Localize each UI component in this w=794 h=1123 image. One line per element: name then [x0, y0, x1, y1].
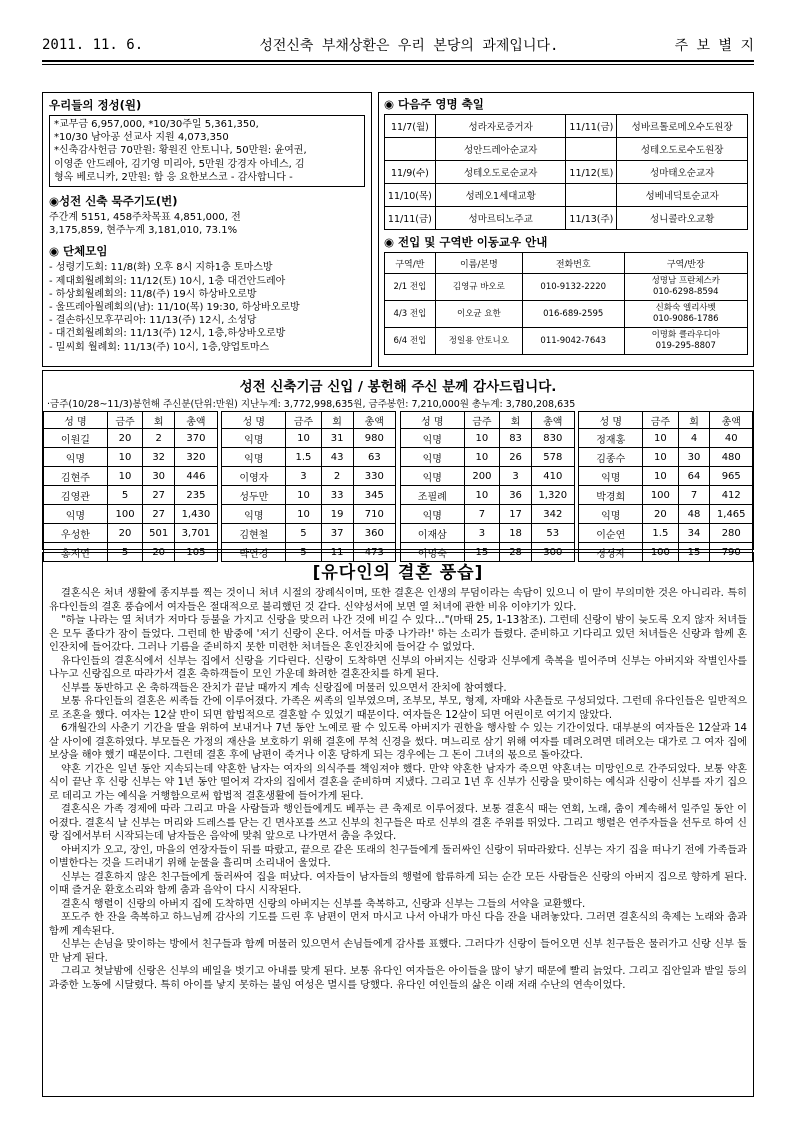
donor-week: 10 — [107, 467, 142, 486]
nameday-date: 11/9(수) — [385, 161, 436, 184]
donor-total: 965 — [710, 467, 753, 486]
donor-week: 10 — [643, 429, 678, 448]
donor-count: 43 — [321, 448, 353, 467]
transfer-leader-name: 신화숙 엘리사벳 — [655, 303, 716, 313]
donor-name: 이영자 — [222, 467, 286, 486]
donor-name: 김종수 — [579, 448, 643, 467]
donor-count: 37 — [321, 524, 353, 543]
donor-count: 64 — [678, 467, 710, 486]
donor-header: 회 — [678, 412, 710, 429]
meetings-list — [49, 261, 365, 353]
donor-header: 총액 — [353, 412, 396, 429]
transfer-phone: 016-689-2595 — [522, 301, 624, 328]
transfer-area: 4/3 전입 — [385, 301, 436, 328]
meeting-item: - 대건회월례회의: 11/13(주) 12시, 1층,하상바오로방 — [49, 328, 286, 340]
essay-body — [49, 587, 747, 992]
nameday-saint: 성마르티노주교 — [435, 207, 566, 230]
essay-paragraph: 결혼식은 가족 경제에 따라 그리고 마을 사람들과 행인들에게도 베푸는 큰 축제로 이루어졌다. 보통 결혼식 때는 연회, 노래, 춤이 계속해서 일주일 동안 이어졌다. 결혼식 날 신부는 머리와 드레스를 닫는 긴 면사포를 쓰고 신부의 친구들은 따로 신부의 결혼 주위를 뛰었다. 그리고 행렬은 연주자들을 선두로 하여 신랑 집에서부터 시작되는데 남자들은 음악에 맞춰 앞으로 나가면서 춤을 추었다. — [49, 804, 747, 842]
donor-count: 83 — [500, 429, 532, 448]
offerings-box — [49, 115, 365, 187]
donor-week: 3 — [464, 524, 499, 543]
nameday-saint: 성레오1세대교황 — [435, 184, 566, 207]
donor-count: 36 — [500, 486, 532, 505]
transfer-leader-name: 이명화 클라우디아 — [651, 330, 720, 340]
donor-week: 200 — [464, 467, 499, 486]
donor-header: 회 — [321, 412, 353, 429]
donor-count: 7 — [678, 486, 710, 505]
rosary-line: 3,175,859, 현주누계 3,181,010, 73.1% — [49, 225, 238, 237]
essay-paragraph: 포도주 한 잔을 축복하고 하느님께 감사의 기도를 드린 후 남편이 먼저 마시고 나서 아내가 마신 다음 잔을 내려놓았다. 그러면 결혼식의 축제는 노래와 춤과 함께 계속된다. — [49, 912, 747, 937]
nameday-date — [385, 138, 436, 161]
essay-paragraph: 그리고 첫날밤에 신랑은 신부의 베일을 벗기고 아내를 맞게 된다. 보통 유다인 여자들은 아이들을 많이 낳기 때문에 빨리 늙었다. 그리고 집안일과 밭일 등의 과중한 노동에 시달렸다. 특히 아이를 낳지 못하는 불임 여성은 멸시를 당했다. 유다인 여인들의 삶은 이래 저래 수난의 연속이었다. — [49, 966, 747, 991]
donor-count: 4 — [678, 429, 710, 448]
fund-summary: ·금주(10/28~11/3)봉헌해 주신분(단위:만원) 지난누계: 3,772,998,635원, 금주봉헌: 7,210,000원 총누계: 3,780,208,635 — [47, 399, 576, 410]
donor-week: 10 — [286, 505, 321, 524]
essay-paragraph: 약혼 기간은 일년 동안 지속되는데 약혼한 남자는 여자의 의식주를 책임져야 했다. 만약 약혼한 남자가 죽으면 약혼녀는 미망인으로 간주되었다. 보통 약혼식이 끝난 후 신랑 신부는 약 1년 동안 떨어져 각자의 집에서 결혼을 준비하며 지냈다. 그리고 1년 후 신부가 신랑을 맞이하는 예식과 신랑이 신부를 자기 집으로 데리고 가는 예식을 거행함으로써 합법적 결혼생활에 들어가게 된다. — [49, 763, 747, 802]
donor-name: 이원길 — [44, 429, 108, 448]
essay-title: [유다인의 결혼 풍습] — [312, 563, 484, 583]
transfer-name: 김영규 바오로 — [435, 274, 522, 301]
offerings-line: 형옥 베로니카, 2만원: 함 응 요한보스코 - 감사합니다 - — [54, 171, 293, 183]
bulletin-slogan: 성전신축 부채상환은 우리 본당의 과제입니다. — [259, 38, 559, 54]
donor-week: 10 — [464, 429, 499, 448]
donor-row — [44, 467, 753, 486]
nameday-saint: 성테오도로순교자 — [435, 161, 566, 184]
bulletin-date: 2011. 11. 6. — [42, 37, 144, 53]
nameday-date — [566, 184, 617, 207]
donor-week: 10 — [643, 448, 678, 467]
nameday-row — [385, 184, 748, 207]
donor-row — [44, 505, 753, 524]
nameday-row — [385, 207, 748, 230]
nameday-row — [385, 138, 748, 161]
transfer-leader — [624, 328, 747, 355]
donor-total: 360 — [353, 524, 396, 543]
nameday-saint: 성바르톨로메오수도원장 — [617, 115, 748, 138]
donor-week: 20 — [107, 429, 142, 448]
transfer-phone: 010-9132-2220 — [522, 274, 624, 301]
fund-title: 성전 신축기금 신입 / 봉헌해 주신 분께 감사드립니다. — [239, 379, 557, 395]
donor-week: 10 — [643, 467, 678, 486]
essay-section — [42, 552, 754, 1097]
meetings-title: ◉ 단체모임 — [49, 244, 108, 259]
donor-header: 회 — [500, 412, 532, 429]
header-rule — [42, 60, 754, 62]
essay-paragraph: 신부는 결혼하지 않은 친구들에게 둘러싸여 집을 떠났다. 여자들이 남자들의 행렬에 합류하게 되는 순간 모든 사람들은 신랑의 아버지 집으로 향하게 된다. 이때 즐거운 환호소리와 함께 춤과 음악이 다시 시작된다. — [49, 871, 747, 896]
rosary-line: 주간계 5151, 458주차목표 4,851,000, 전 — [49, 212, 241, 224]
donor-name: 성두만 — [222, 486, 286, 505]
transfer-header: 전화번호 — [522, 253, 624, 274]
essay-paragraph: 유다인들의 결혼식에서 신부는 집에서 신랑을 기다린다. 신랑이 도착하면 신부의 아버지는 신랑과 신부에게 축복을 빌어주며 신부는 아버지와 작별인사를 나누고 신랑집으로 따라가서 결혼 축하객들이 모인 가운데 화려한 결혼잔치를 하게 된다. — [49, 655, 747, 680]
transfer-leader-name: 성명남 프란체스카 — [651, 276, 720, 286]
donor-count: 28 — [500, 543, 532, 562]
transfer-area: 2/1 전입 — [385, 274, 436, 301]
donor-name: 김현주 — [44, 467, 108, 486]
meeting-item: - 밀씨회 월례회: 11/13(주) 10시, 1층,양업토마스 — [49, 341, 270, 353]
donor-header: 금주 — [643, 412, 678, 429]
donor-total: 105 — [175, 543, 218, 562]
nameday-date: 11/12(토) — [566, 161, 617, 184]
nameday-date: 11/11(금) — [385, 207, 436, 230]
nameday-saint: 성니콜라오교황 — [617, 207, 748, 230]
transfer-leader-phone: 019-295-8807 — [655, 341, 716, 351]
donor-name: 익명 — [400, 505, 464, 524]
transfer-area: 6/4 전입 — [385, 328, 436, 355]
transfer-name: 정일용 안토니오 — [435, 328, 522, 355]
donor-count: 48 — [678, 505, 710, 524]
donor-header: 성 명 — [400, 412, 464, 429]
nameday-date: 11/11(금) — [566, 115, 617, 138]
donor-count: 27 — [143, 505, 175, 524]
donor-header: 총액 — [710, 412, 753, 429]
meeting-item: - 제대회월례회의: 11/12(토) 10시, 1층 대건안드레아 — [49, 275, 286, 287]
namedays-table — [384, 114, 748, 230]
donor-name: 이명숙 — [400, 543, 464, 562]
donor-week: 5 — [286, 524, 321, 543]
donor-count: 11 — [321, 543, 353, 562]
meeting-item: - 울뜨레아월례회의(남): 11/10(목) 19:30, 하상바오로방 — [49, 302, 300, 314]
donor-total: 235 — [175, 486, 218, 505]
donor-name: 익명 — [400, 467, 464, 486]
donor-total: 980 — [353, 429, 396, 448]
donor-total: 63 — [353, 448, 396, 467]
essay-paragraph: 신부는 손님을 맞이하는 방에서 친구들과 함께 머물러 있으면서 손님들에게 감사를 표했다. 그러다가 신랑이 들어오면 신부 친구들은 물러가고 신랑 신부 둘만 남게 된다. — [49, 939, 747, 964]
transfer-table — [384, 252, 748, 355]
donor-week: 5 — [107, 486, 142, 505]
donor-count: 31 — [321, 429, 353, 448]
donor-total: 830 — [532, 429, 575, 448]
meeting-item: - 결손하신모후꾸리아: 11/13(주) 12시, 소성당 — [49, 315, 257, 327]
donor-name: 김현철 — [222, 524, 286, 543]
donor-count: 20 — [143, 543, 175, 562]
donor-header: 금주 — [107, 412, 142, 429]
donor-count: 30 — [143, 467, 175, 486]
donor-count: 19 — [321, 505, 353, 524]
donor-week: 10 — [464, 448, 499, 467]
donor-total: 53 — [532, 524, 575, 543]
essay-paragraph: 신부를 동반하고 온 축하객들은 잔치가 끝날 때까지 계속 신랑집에 머물러 있으면서 잔치에 참여했다. — [61, 682, 507, 694]
right-column — [378, 92, 754, 367]
donor-week: 20 — [107, 524, 142, 543]
donor-count: 15 — [678, 543, 710, 562]
donor-week: 1.5 — [643, 524, 678, 543]
transfer-header: 이름/본명 — [435, 253, 522, 274]
donor-total: 320 — [175, 448, 218, 467]
transfer-header: 구역/반 — [385, 253, 436, 274]
offerings-line: *신축감사헌금 70만원: 황원진 안토니나, 50만원: 윤여권, — [54, 145, 307, 157]
donor-name: 익명 — [44, 505, 108, 524]
donor-name: 익명 — [400, 448, 464, 467]
essay-paragraph: 결혼식 행렬이 신랑의 아버지 집에 도착하면 신랑의 아버지는 신부를 축복하고, 신랑과 신부는 그들의 서약을 교환했다. — [61, 898, 586, 910]
donor-count: 26 — [500, 448, 532, 467]
donor-count: 32 — [143, 448, 175, 467]
donor-total: 280 — [710, 524, 753, 543]
donor-total: 342 — [532, 505, 575, 524]
transfer-row — [385, 301, 748, 328]
donor-header: 성 명 — [579, 412, 643, 429]
nameday-date: 11/7(월) — [385, 115, 436, 138]
transfer-header: 구역/반장 — [624, 253, 747, 274]
offerings-line: *10/30 남아공 선교사 지원 4,073,350 — [54, 132, 229, 144]
donor-name: 익명 — [44, 448, 108, 467]
donor-count: 30 — [678, 448, 710, 467]
donor-row — [44, 486, 753, 505]
rosary-text — [49, 211, 365, 237]
donor-count: 17 — [500, 505, 532, 524]
donor-name: 익명 — [222, 429, 286, 448]
donor-row — [44, 448, 753, 467]
nameday-saint: 성베네딕토순교자 — [617, 184, 748, 207]
offerings-line: 이영준 안드레아, 김기영 미리아, 5만원 강경자 아네스, 김 — [54, 158, 305, 170]
left-column — [42, 92, 372, 367]
donor-week: 15 — [464, 543, 499, 562]
transfer-leader-phone: 010-6298-8594 — [652, 287, 719, 297]
donor-total: 345 — [353, 486, 396, 505]
donor-name: 익명 — [400, 429, 464, 448]
donor-total: 1,320 — [532, 486, 575, 505]
donor-week: 10 — [464, 486, 499, 505]
donor-name: 이재삼 — [400, 524, 464, 543]
donor-total: 578 — [532, 448, 575, 467]
donor-name: 익명 — [222, 505, 286, 524]
donor-total: 3,701 — [175, 524, 218, 543]
essay-paragraph: "하늘 나라는 열 처녀가 저마다 등불을 가지고 신랑을 맞으러 나간 것에 비길 수 있다…"(마태 25, 1-13참조). 그런데 신랑이 밤이 늦도록 오지 않자 처녀들은 모두 졸다가 잠이 들었다. 그런데 한 밤중에 '저기 신랑이 온다. 어서들 마중 나가라!' 하는 소리가 들렸다. 준비하고 기다리고 있던 처녀들은 신랑과 함께 혼인잔치에 들어갔다. 그러나 기름을 준비하지 못한 미련한 처녀들은 혼인잔치에 들어갈 수 없었다. — [49, 615, 747, 653]
essay-paragraph: 6개월간의 사춘기 기간을 딸을 위하여 보내거나 7년 동안 노예로 팔 수 있도록 아버지가 권한을 행사할 수 있는 기간이었다. 대부분의 여자들은 12살과 14살 사이에 결혼하였다. 부모들은 가정의 재산을 보호하기 위해 결혼에 무척 신경을 썼다. 며느리로 삼기 위해 여자를 데려오려면 데려오는 대가로 그 여자 집에 보상을 해야 했기 때문이다. 그런데 결혼 후에 남편이 죽거나 이혼 당하게 되는 경우에는 그 돈이 그녀의 몫으로 돌아갔다. — [49, 723, 747, 761]
transfer-title: ◉ 전입 및 구역반 이동교우 안내 — [384, 235, 548, 249]
donor-week: 20 — [643, 505, 678, 524]
donor-total: 1,465 — [710, 505, 753, 524]
rosary-title: ◉성전 신축 묵주기도(번) — [49, 194, 178, 209]
donor-name: 홍지연 — [44, 543, 108, 562]
donor-count: 27 — [143, 486, 175, 505]
offerings-line: *교무금 6,957,000, *10/30주일 5,361,350, — [54, 119, 259, 130]
nameday-date: 11/13(주) — [566, 207, 617, 230]
transfer-name: 이오균 요한 — [435, 301, 522, 328]
donor-week: 10 — [286, 429, 321, 448]
page-header — [42, 32, 754, 58]
donor-week: 5 — [286, 543, 321, 562]
donor-total: 473 — [353, 543, 396, 562]
donor-count: 3 — [500, 467, 532, 486]
donors-table — [43, 411, 753, 562]
donor-name: 익명 — [579, 505, 643, 524]
transfer-row — [385, 274, 748, 301]
donor-count: 2 — [321, 467, 353, 486]
donor-week: 1.5 — [286, 448, 321, 467]
essay-paragraph: 아버지가 오고, 장인, 마을의 연장자들이 뒤를 따랐고, 끝으로 같은 또래의 친구들에게 둘러싸인 신랑이 뒤따라왔다. 신부는 자기 집을 떠나기 전에 가족들과 이별한다는 것을 드러내기 위해 눈물을 흘리며 소리내어 울었다. — [49, 844, 747, 869]
nameday-saint: 성안드레아순교자 — [435, 138, 566, 161]
donor-total: 370 — [175, 429, 218, 448]
nameday-saint: 성라자로증거자 — [435, 115, 566, 138]
nameday-date — [566, 138, 617, 161]
transfer-leader — [624, 301, 747, 328]
donor-week: 100 — [107, 505, 142, 524]
donor-name: 박언경 — [222, 543, 286, 562]
donor-count: 18 — [500, 524, 532, 543]
donor-total: 790 — [710, 543, 753, 562]
nameday-row — [385, 161, 748, 184]
donor-row — [44, 524, 753, 543]
donor-total: 480 — [710, 448, 753, 467]
donor-total: 1,430 — [175, 505, 218, 524]
donor-header: 총액 — [175, 412, 218, 429]
donor-header: 회 — [143, 412, 175, 429]
essay-paragraph: 결혼식은 처녀 생활에 종지부를 찍는 것이니 처녀 시절의 장례식이며, 또한 결혼은 인생의 무덤이라는 속담이 있으니 이 말이 무의미한 것은 아니리라. 특히 유다인들의 결혼 풍습에서 여자들은 절대적으로 불리했던 것 같다. 신약성서에 보면 열 처녀에 관한 비유 이야기가 있다. — [49, 588, 747, 613]
nameday-saint: 성테오도로수도원장 — [617, 138, 748, 161]
donor-week: 100 — [643, 543, 678, 562]
donor-total: 40 — [710, 429, 753, 448]
meeting-item: - 성령기도회: 11/8(화) 오후 8시 지하1층 토마스방 — [49, 262, 273, 274]
donor-header: 금주 — [464, 412, 499, 429]
bulletin-label: 주 보 별 지 — [674, 38, 754, 54]
donor-week: 100 — [643, 486, 678, 505]
donor-total: 446 — [175, 467, 218, 486]
donor-count: 33 — [321, 486, 353, 505]
donor-week: 3 — [286, 467, 321, 486]
donor-name: 정재홍 — [579, 429, 643, 448]
transfer-phone: 011-9042-7643 — [522, 328, 624, 355]
donor-name: 익명 — [222, 448, 286, 467]
meeting-item: - 하상회월례회의: 11/8(주) 19시 하상바오로방 — [49, 288, 257, 300]
donor-total: 710 — [353, 505, 396, 524]
header-rule-thin — [42, 64, 754, 65]
donor-name: 정성자 — [579, 543, 643, 562]
donor-week: 7 — [464, 505, 499, 524]
donor-count: 501 — [143, 524, 175, 543]
donor-count: 34 — [678, 524, 710, 543]
offerings-title: 우리들의 정성(원) — [49, 98, 142, 112]
donor-name: 이순연 — [579, 524, 643, 543]
donor-total: 330 — [353, 467, 396, 486]
donor-name: 조필례 — [400, 486, 464, 505]
donor-total: 410 — [532, 467, 575, 486]
fund-section — [42, 370, 754, 560]
namedays-title: ◉ 다음주 영명 축일 — [384, 97, 484, 111]
donor-week: 5 — [107, 543, 142, 562]
transfer-row — [385, 328, 748, 355]
nameday-saint: 성마태오순교자 — [617, 161, 748, 184]
transfer-leader — [624, 274, 747, 301]
nameday-date: 11/10(목) — [385, 184, 436, 207]
donor-row — [44, 429, 753, 448]
essay-paragraph: 보통 유다인들의 결혼은 씨족들 간에 이루어졌다. 가족은 씨족의 일부였으며, 조부모, 부모, 형제, 자매와 사촌들로 구성되었다. 그런데 유다인들은 일반적으로 조혼을 했다. 여자는 12살 반이 되면 합법적으로 결혼할 수 있었기 때문이다. 여자들은 12살이 되면 어린이로 여기지 않았다. — [49, 696, 747, 721]
donor-header: 성 명 — [222, 412, 286, 429]
donor-name: 우성한 — [44, 524, 108, 543]
donor-header: 성 명 — [44, 412, 108, 429]
nameday-row — [385, 115, 748, 138]
donor-total: 412 — [710, 486, 753, 505]
donor-week: 10 — [286, 486, 321, 505]
donor-name: 김영관 — [44, 486, 108, 505]
transfer-header-row — [385, 253, 748, 274]
donor-week: 10 — [107, 448, 142, 467]
donor-header: 총액 — [532, 412, 575, 429]
donors-header-row — [44, 412, 753, 429]
transfer-leader-phone: 010-9086-1786 — [652, 314, 719, 324]
donor-name: 박경희 — [579, 486, 643, 505]
donor-count: 2 — [143, 429, 175, 448]
donor-name: 익명 — [579, 467, 643, 486]
donor-total: 300 — [532, 543, 575, 562]
donor-header: 금주 — [286, 412, 321, 429]
